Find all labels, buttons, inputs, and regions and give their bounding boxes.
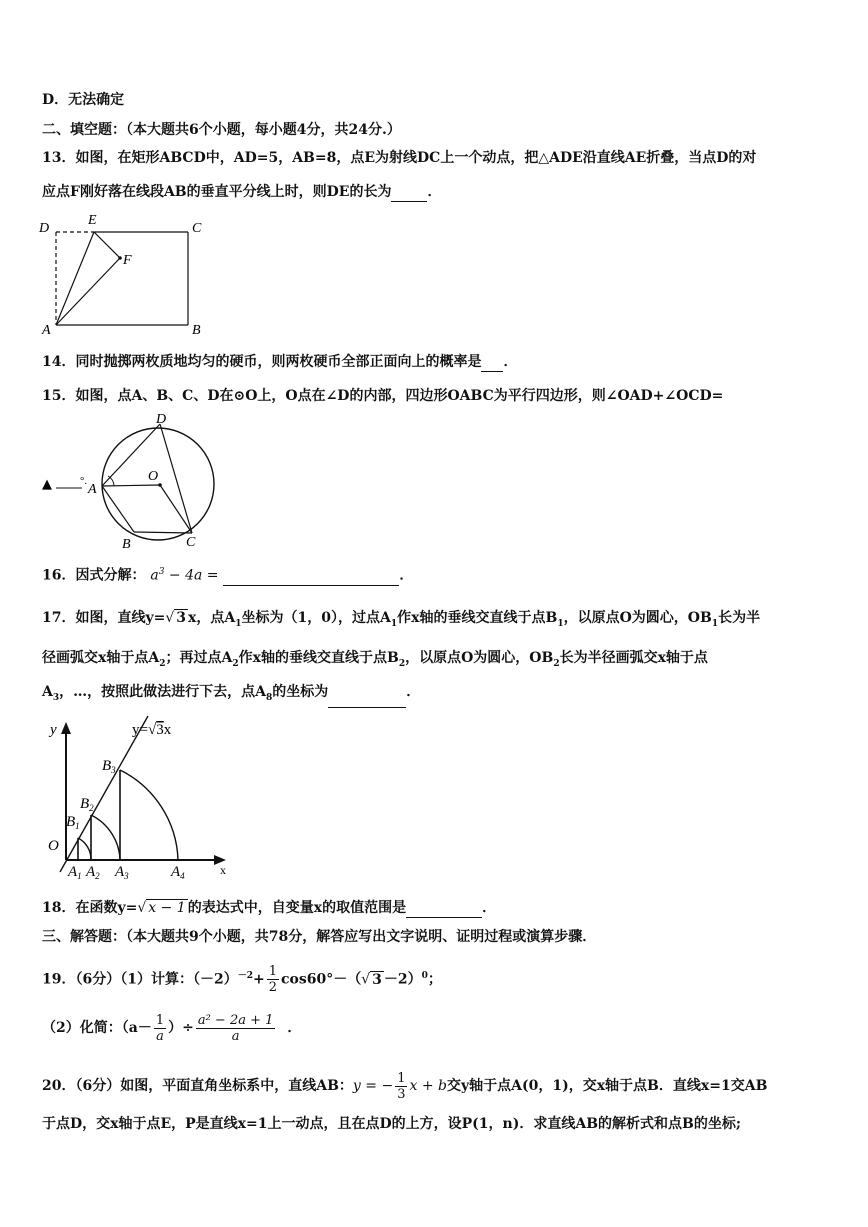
q17-text: A [42, 684, 53, 700]
q13-answer-blank[interactable] [391, 187, 427, 202]
q13-seg-af [56, 258, 120, 325]
q19-end: ． [287, 1020, 302, 1036]
q17-label-a1: $A_1$ [68, 864, 82, 880]
q17-arc2 [91, 815, 120, 860]
q18-end: ． [482, 900, 497, 916]
q17-line1 [42, 608, 760, 634]
q17-sub: 1 [235, 618, 242, 629]
q19-p2-frac-num: 1 [155, 1012, 165, 1028]
q20-frac-num: 1 [397, 1070, 406, 1086]
q17-text: 坐标为（1，0），过点A [241, 610, 391, 626]
q19-sqrt-sign: √ [361, 971, 371, 988]
q19-text: －2） [383, 971, 422, 988]
q19-exp0: 0 [421, 971, 428, 981]
q17-text: 长为半径画弧交x轴于点 [559, 650, 708, 666]
q17-sub: 1 [390, 618, 398, 629]
q18-radicand: x − 1 [148, 900, 186, 916]
q15-circle [102, 428, 214, 540]
q19-p2-frac-den: a [156, 1028, 164, 1044]
q13-line1: 13．如图，在矩形ABCD中，AD=5，AB=8，点E为射线DC上一个动点，把△ADE沿直线AE折叠，当点D的对 [42, 150, 757, 166]
q19-plus: + [252, 971, 265, 988]
q14-end: ． [503, 354, 518, 370]
q17-sqrt-sign: √ [165, 610, 175, 626]
q17-sub: 2 [553, 658, 560, 669]
q17-text: 作x轴的垂线交直线于点B [397, 610, 558, 626]
q17-line-label: y=√3x [132, 722, 172, 738]
q17-label-x: x [220, 863, 226, 877]
q19-text: ）÷ [168, 1020, 194, 1036]
q15-label-d: D [156, 412, 167, 427]
q14-answer-blank[interactable] [481, 357, 503, 372]
option-d: D．无法确定 [42, 92, 125, 108]
q13-seg-ef [94, 232, 120, 258]
q15-seg-oc [160, 485, 192, 533]
q20-frac-den: 3 [397, 1086, 406, 1102]
q19-big-fraction [196, 1013, 276, 1044]
q19-exp: －2 [237, 971, 253, 981]
q17-text: 长为半 [718, 610, 761, 626]
q15-degree-mark: °. [80, 475, 88, 487]
q15-line: 15．如图，点A、B、C、D在⊙O上，O点在∠D的内部，四边形OABC为平行四边形，则∠OAD+∠OCD= [42, 388, 724, 404]
q17-end: ． [406, 684, 421, 700]
q17-text: ；再过点A [165, 650, 233, 666]
q17-sub: 2 [159, 658, 166, 669]
q17-text: ，以原点O为圆心，OB [405, 650, 554, 666]
q15-label-b: B [122, 537, 131, 552]
q14-line [42, 352, 517, 372]
q17-label-b1: $B_1$ [66, 814, 80, 831]
q17-label-a2: $A_2$ [86, 864, 100, 880]
q17-sub: 8 [266, 692, 273, 703]
q17-sqrt-value: 3 [176, 610, 187, 626]
q17-text: 17．如图，直线y= [42, 610, 166, 626]
q13-label-b: B [192, 323, 201, 338]
q13-label-f: F [123, 253, 132, 268]
q17-sub: 2 [232, 658, 239, 669]
q15-label-a: A [88, 482, 97, 497]
q13-label-c: C [192, 221, 202, 236]
q19-frac-den: 2 [268, 980, 277, 996]
q17-label-y: y [50, 722, 57, 738]
q19-fraction [267, 964, 279, 995]
q15-seg-ab [102, 486, 134, 532]
q20-text: 20．（6分）如图，平面直角坐标系中，直线AB： [42, 1078, 353, 1094]
q17-text: 径画弧交x轴于点A [42, 650, 160, 666]
q13-label-d: D [39, 221, 50, 236]
q20-line2: 于点D，交x轴于点E，P是直线x=1上一动点，且在点D的上方，设P(1，n)．求直线AB的解析式和点B的坐标; [42, 1116, 742, 1132]
q19-part2 [42, 1010, 301, 1046]
q18-text: 18．在函数y= [42, 900, 138, 916]
q16-suffix: ． [399, 567, 414, 584]
q18-text: 的表达式中，自变量x的取值范围是 [187, 900, 407, 916]
q17-sub: 3 [52, 692, 60, 703]
q15-label-o: O [148, 469, 159, 484]
q13-line2 [42, 182, 441, 202]
q18-answer-blank[interactable] [406, 903, 482, 918]
q17-answer-blank[interactable] [328, 693, 406, 708]
q16-answer-blank[interactable] [223, 571, 399, 586]
q19-big-num: a² − 2a + 1 [197, 1012, 274, 1028]
q15-center-point [158, 483, 162, 487]
q17-text: ，…，按照此做法进行下去，点A [59, 684, 267, 700]
q13-end: ． [427, 184, 442, 200]
q19-frac-num: 1 [268, 964, 277, 980]
q17-sub: 2 [398, 658, 406, 669]
q17-figure [40, 712, 230, 880]
q19-text: （2）化简：（a－ [42, 1020, 152, 1036]
q18-sqrt-sign: √ [137, 900, 147, 916]
q15-label-c: C [186, 535, 196, 550]
q15-triangle-icon: ▲ [42, 477, 52, 492]
q17-label-o: O [48, 838, 59, 854]
q17-text: ，以原点O为圆心，OB [563, 610, 712, 626]
q17-text: 的坐标为 [272, 684, 329, 700]
q16-expr-a: a [150, 567, 159, 584]
q17-text: 作x轴的垂线交直线于点B [238, 650, 399, 666]
q15-seg-dc [160, 424, 192, 533]
q20-eq: x + b [409, 1078, 447, 1094]
q18-line [42, 898, 496, 918]
q17-arc1 [78, 838, 91, 860]
q16-line [42, 562, 413, 586]
q17-sub: 1 [557, 618, 564, 629]
q17-line2 [42, 648, 708, 674]
q17-label-a3: $A_3$ [115, 864, 129, 880]
section3-header: 三、解答题：（本大题共9个小题，共78分，解答应写出文字说明、证明过程或演算步骤． [42, 929, 597, 945]
q20-text: 交y轴于点A(0，1)，交x轴于点B．直线x=1交AB [446, 1078, 768, 1094]
q17-arc3 [120, 770, 178, 860]
q13-label-a: A [42, 323, 51, 338]
q17-y-arrow [61, 722, 71, 734]
q16-expr-exp: 3 [158, 567, 165, 577]
q13-figure [36, 210, 216, 338]
q13-point-f [118, 256, 122, 260]
q20-line1 [42, 1068, 767, 1104]
q19-small-fraction [154, 1013, 166, 1044]
q17-sub: 1 [711, 618, 719, 629]
q20-eq: y = − [352, 1078, 394, 1094]
q17-label-b3: $B_3$ [102, 758, 116, 775]
section2-header: 二、填空题：（本大题共6个小题，每小题4分，共24分.） [42, 122, 401, 138]
q19-sqrt-value: 3 [372, 971, 382, 988]
q17-text: x，点A [188, 610, 236, 626]
q16-expr-rest: − 4a = [164, 567, 219, 584]
q19-big-den: a [231, 1028, 240, 1044]
q19-text: 19．（6分）（1）计算：（－2） [42, 971, 238, 988]
q13-text: 应点F刚好落在线段AB的垂直平分线上时，则DE的长为 [42, 184, 392, 200]
q17-label-a4: $A_4$ [171, 864, 185, 880]
q19-text: cos60°－（ [281, 971, 362, 988]
q19-part1 [42, 958, 442, 998]
q20-fraction [395, 1071, 407, 1102]
q17-label-b2: $B_2$ [80, 796, 94, 813]
q19-semi: ； [427, 971, 442, 988]
q15-seg-bc [134, 532, 192, 533]
q15-seg-ao [102, 485, 160, 486]
q15-figure [42, 408, 232, 558]
q14-text: 14．同时抛掷两枚质地均匀的硬币，则两枚硬币全部正面向上的概率是 [42, 354, 482, 370]
q13-seg-ae [56, 232, 94, 325]
q16-prefix: 16．因式分解： [42, 567, 146, 584]
q15-angle-arc [108, 476, 114, 486]
q13-label-e: E [88, 213, 97, 228]
q17-line [60, 716, 148, 872]
q17-line3 [42, 682, 420, 708]
